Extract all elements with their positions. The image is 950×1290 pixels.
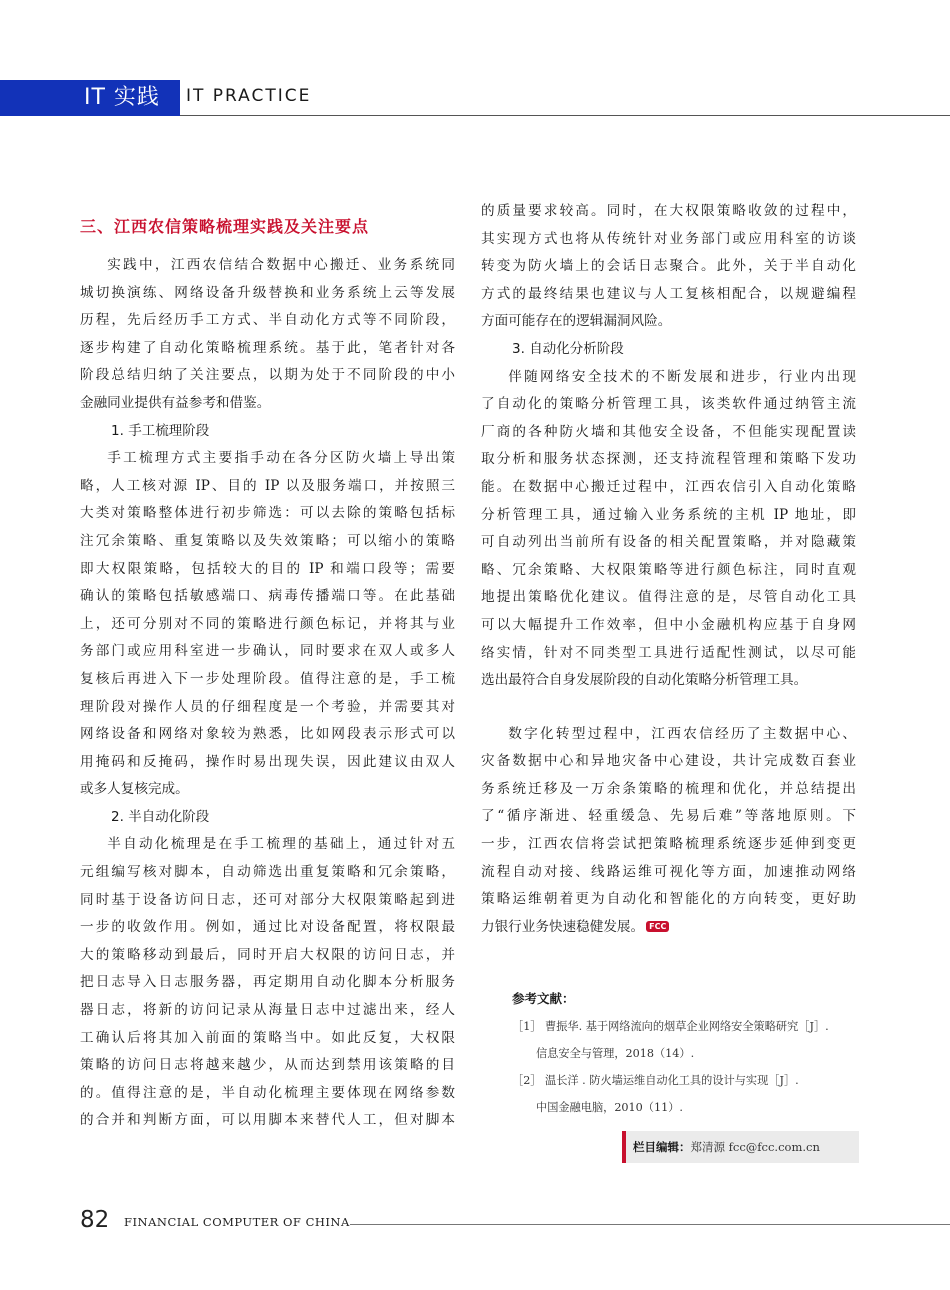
auto-paragraph [481, 364, 856, 695]
subheading-auto: 3. 自动化分析阶段 [512, 340, 624, 357]
text-line: 手工梳理方式主要指手动在各分区防火墙上导出策 [107, 450, 455, 467]
text-line: 一步的收敛作用。例如，通过比对设备配置，将权限最 [80, 919, 455, 936]
text-line: 能。在数据中心搬迁过程中，江西农信引入自动化策略 [481, 478, 856, 495]
text-line: 方面可能存在的逻辑漏洞风险。 [481, 313, 672, 330]
section-label-en: IT PRACTICE [186, 86, 312, 106]
text-line: 上，还可分别对不同的策略进行颜色标记，并将其与业 [80, 615, 455, 632]
text-line: 或多人复核完成。 [80, 781, 189, 798]
text-line: 逐步构建了自动化策略梳理系统。基于此，笔者针对各 [80, 339, 455, 356]
text-line: 理阶段对操作人员的仔细程度是一个考验，并需要其对 [80, 698, 455, 715]
text-line: 注冗余策略、重复策略以及失效策略；可以缩小的策略 [80, 532, 455, 549]
text-line: 可自动列出当前所有设备的相关配置策略，并对隐藏策 [481, 534, 856, 551]
publication-name: FINANCIAL COMPUTER OF CHINA [124, 1215, 350, 1229]
text-line: 复核后再进入下一步处理阶段。值得注意的是，手工梳 [80, 670, 455, 687]
text-line: 其实现方式也将从传统针对业务部门或应用科室的访谈 [481, 230, 856, 247]
text-line: 地提出策略优化建议。值得注意的是，尽管自动化工具 [481, 589, 856, 606]
text-line: 务系统迁移及一万余条策略的梳理和优化，并总结提出 [481, 780, 856, 797]
text-line: 务部门或应用科室进一步确认，同时要求在双人或多人 [80, 643, 455, 660]
text-line: 策略的访问日志将越来越少，从而达到禁用该策略的目 [80, 1057, 455, 1074]
reference-item: ［1］ 曹振华. 基于网络流向的烟草企业网络安全策略研究［J］. [512, 1020, 829, 1033]
text-line: 网络设备和网络对象较为熟悉，比如网段表示形式可以 [80, 726, 455, 743]
text-line: 略、冗余策略、大权限策略等进行颜色标注，同时直观 [481, 561, 856, 578]
semi-auto-paragraph-cont [481, 198, 856, 336]
text-line: 伴随网络安全技术的不断发展和进步，行业内出现 [508, 368, 856, 385]
editor-label: 栏目编辑： [633, 1140, 691, 1154]
fcc-end-mark: FCC [646, 921, 669, 932]
text-line: 取分析和服务状态探测，还支持流程管理和策略下发功 [481, 451, 856, 468]
text-line: 灾备数据中心和异地灾备中心建设，共计完成数百套业 [481, 753, 856, 770]
text-line: 半自动化梳理是在手工梳理的基础上，通过针对五 [107, 836, 455, 853]
text-line: 即大权限策略，包括较大的目的 IP 和端口段等；需要 [80, 560, 455, 577]
footer-rule [350, 1224, 950, 1225]
text-line: 数字化转型过程中，江西农信经历了主数据中心、 [508, 725, 856, 742]
reference-item-cont: 信息安全与管理，2018（14）. [536, 1047, 695, 1060]
text-line: 阶段总结归纳了关注要点，以期为处于不同阶段的中小 [80, 367, 455, 384]
intro-paragraph [80, 252, 455, 418]
subheading-manual: 1. 手工梳理阶段 [111, 422, 210, 439]
text-line: 略，人工核对源 IP、目的 IP 以及服务端口，并按照三 [80, 477, 455, 494]
text-line: 转变为防火墙上的会话日志聚合。此外，关于半自动化 [481, 258, 856, 275]
page-number: 82 [80, 1207, 110, 1233]
reference-item-cont: 中国金融电脑，2010（11）. [536, 1101, 683, 1114]
text-line: 金融同业提供有益参考和借鉴。 [80, 394, 271, 411]
text-line: 策略运维朝着更为自动化和智能化的方向转变，更好助 [481, 891, 856, 908]
text-line: 方式的最终结果也建议与人工复核相配合，以规避编程 [481, 285, 856, 302]
text-line: 一步，江西农信将尝试把策略梳理系统逐步延伸到变更 [481, 836, 856, 853]
text-line: 元组编写核对脚本，自动筛选出重复策略和冗余策略， [80, 864, 455, 881]
text-line: 的合并和判断方面，可以用脚本来替代人工，但对脚本 [80, 1112, 455, 1129]
text-line: 城切换演练、网络设备升级替换和业务系统上云等发展 [80, 284, 455, 301]
text-line: 络实情，针对不同类型工具进行适配性测试，以尽可能 [481, 644, 856, 661]
reference-item: ［2］ 温长洋 . 防火墙运维自动化工具的设计与实现［J］. [512, 1074, 799, 1087]
left-column [80, 212, 455, 1135]
text-line: 了“循序渐进、轻重缓急、先易后难”等落地原则。下 [481, 808, 856, 825]
text-line: 厂商的各种防火墙和其他安全设备，不但能实现配置读 [481, 423, 856, 440]
manual-paragraph [80, 445, 455, 804]
text-line: 用掩码和反掩码，操作时易出现失误，因此建议由双人 [80, 753, 455, 770]
semi-auto-paragraph [80, 831, 455, 1135]
paragraph-gap [481, 695, 856, 721]
references-title: 参考文献： [512, 991, 575, 1006]
text-line: 的。值得注意的是，半自动化梳理主要体现在网络参数 [80, 1084, 455, 1101]
text-line: 的质量要求较高。同时，在大权限策略收敛的过程中， [481, 203, 856, 219]
references [512, 985, 852, 1121]
section-label-cn: IT 实践 [84, 85, 160, 110]
text-line: 工确认后将其加入前面的策略当中。如此反复，大权限 [80, 1029, 455, 1046]
right-column [481, 198, 856, 941]
text-line: 大的策略移动到最后，同时开启大权限的访问日志，并 [80, 946, 455, 963]
text-line: 历程，先后经历手工方式、半自动化方式等不同阶段， [80, 312, 455, 329]
text-line: 了自动化的策略分析管理工具，该类软件通过纳管主流 [481, 396, 856, 413]
text-line: 分析管理工具，通过输入业务系统的主机 IP 地址，即 [481, 506, 856, 523]
text-line: 可以大幅提升工作效率，但中小金融机构应基于自身网 [481, 616, 856, 633]
text-line: 选出最符合自身发展阶段的自动化策略分析管理工具。 [481, 672, 808, 689]
text-line: 流程自动对接、线路运维可视化等方面，加速推动网络 [481, 863, 856, 880]
text-line: 实践中，江西农信结合数据中心搬迁、业务系统同 [107, 257, 455, 273]
text-line: 同时基于设备访问日志，还可对部分大权限策略起到进 [80, 891, 455, 908]
text-line: 器日志，将新的访问记录从海量日志中过滤出来，经人 [80, 1002, 455, 1019]
text-line: 把日志导入日志服务器，再定期用自动化脚本分析服务 [80, 974, 455, 991]
conclusion-paragraph [481, 721, 856, 942]
text-line: 大类对策略整体进行初步筛选：可以去除的策略包括标 [80, 505, 455, 522]
editor-box [622, 1131, 859, 1163]
text-line: 力银行业务快速稳健发展。 FCC [481, 914, 856, 942]
header-rule [180, 115, 950, 116]
section-banner [0, 80, 180, 116]
section-title: 三、江西农信策略梳理实践及关注要点 [80, 217, 370, 236]
editor-name: 郑清源 fcc@fcc.com.cn [690, 1140, 820, 1154]
text-line: 确认的策略包括敏感端口、病毒传播端口等。在此基础 [80, 588, 455, 605]
subheading-semi-auto: 2. 半自动化阶段 [111, 808, 210, 825]
